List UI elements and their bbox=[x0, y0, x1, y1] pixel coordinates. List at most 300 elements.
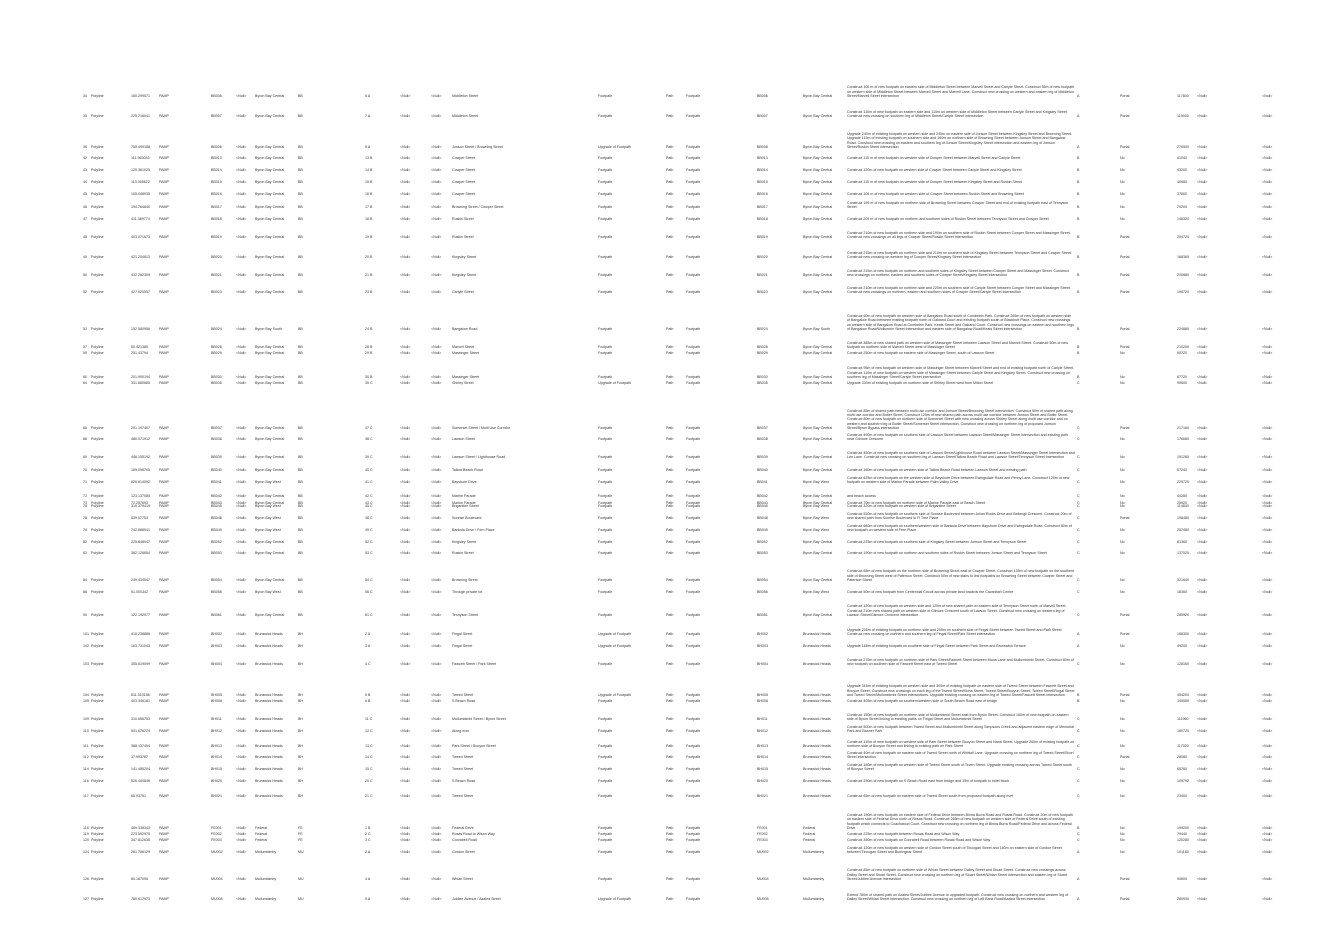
geometry-cell: Polyline bbox=[91, 191, 104, 196]
null-cell-4: <Null> bbox=[1197, 778, 1208, 783]
street-cell: Fawcett Street / Park Street bbox=[452, 661, 497, 666]
geometry-cell: Polyline bbox=[91, 716, 104, 721]
area-abbrev-cell: MU bbox=[298, 876, 304, 881]
length-cell: 160.299571 bbox=[131, 93, 150, 98]
tier-cell: PAMP bbox=[159, 896, 169, 901]
code-cell: BB040 bbox=[211, 467, 222, 472]
area-abbrev-cell: BB bbox=[298, 93, 303, 98]
type-cell: Footpath bbox=[598, 515, 613, 520]
area-cell-2: Byron Bay Central bbox=[803, 93, 833, 98]
area-cell: Byron Bay Central bbox=[255, 191, 285, 196]
status-cell: No bbox=[1120, 550, 1125, 555]
code-cell: BB014 bbox=[211, 167, 222, 172]
cost-cell: 180720 bbox=[1177, 728, 1189, 733]
null-cell-3: <Null> bbox=[431, 716, 442, 721]
priority-cell: B bbox=[1077, 272, 1080, 277]
sequence-cell: 28 B bbox=[365, 344, 373, 349]
null-cell-4: <Null> bbox=[1197, 467, 1208, 472]
code-cell-2: BB035 bbox=[757, 380, 768, 385]
null-cell-4: <Null> bbox=[1197, 216, 1208, 221]
null-cell-5: <Null> bbox=[1262, 179, 1273, 184]
class-cell: Path bbox=[666, 754, 674, 759]
null-cell-4: <Null> bbox=[1197, 698, 1208, 703]
description-cell: Construct 385m of new shared path on western side of Massinger Street between Lawson Street and Marvell Street. Construct 50m of new footpath on northern side of Marvell Street west of Massinger Street bbox=[847, 340, 1068, 349]
description-cell: Upgrade 165m of existing footpath on southern side of Fingal Street between Park Street and Brunswick Terrace bbox=[847, 643, 1026, 648]
code-cell-2: BB053 bbox=[757, 550, 768, 555]
type-cell: Footpath bbox=[598, 661, 613, 666]
area-abbrev-cell: BB bbox=[298, 179, 303, 184]
null-cell: <Null> bbox=[236, 527, 247, 532]
code-cell: BB052 bbox=[211, 539, 222, 544]
description-cell: Construct 85m of new footpath on northern side of Whian Street between Dalley Street and Stuart Street. Construct new crossings across Dalley Street and Stuart Street. Construct new crossing on northern leg of Stuart Street/Whian Street intersection and eastern leg of Stuart Street/Jubilee Avenue intersection bbox=[847, 868, 1067, 881]
status-cell: Portal bbox=[1120, 692, 1130, 697]
area-cell: Brunswick Heads bbox=[255, 661, 283, 666]
sequence-cell: 18 B bbox=[365, 216, 373, 221]
geometry-cell: Polyline bbox=[91, 500, 104, 505]
area-cell: Byron Bay Central bbox=[255, 289, 285, 294]
street-cell: Fingal Street bbox=[452, 643, 473, 648]
status-cell: No bbox=[1120, 155, 1125, 160]
area-abbrev-cell: BB bbox=[298, 612, 303, 617]
status-cell: No bbox=[1120, 503, 1125, 508]
length-cell: 152.580956 bbox=[131, 326, 150, 331]
class-cell: Path bbox=[666, 167, 674, 172]
null-cell: <Null> bbox=[236, 743, 247, 748]
tier-cell: PAMP bbox=[159, 589, 169, 594]
class-cell: Path bbox=[666, 500, 674, 505]
status-cell: Portal bbox=[1120, 144, 1130, 149]
null-cell-2: <Null> bbox=[400, 692, 411, 697]
length-cell: 480.071912 bbox=[131, 436, 150, 441]
null-cell-5: <Null> bbox=[1262, 698, 1273, 703]
street-cell: Ruskin Street bbox=[452, 216, 474, 221]
length-cell: 281.766129 bbox=[131, 849, 150, 854]
area-cell-2: Byron Bay Central bbox=[803, 254, 833, 259]
null-cell-4: <Null> bbox=[1197, 849, 1208, 854]
area-abbrev-cell: BB bbox=[298, 374, 303, 379]
id-cell: 46 bbox=[83, 204, 87, 209]
length-cell: 355.619099 bbox=[131, 661, 150, 666]
null-cell-4: <Null> bbox=[1197, 272, 1208, 277]
null-cell-5: <Null> bbox=[1262, 539, 1273, 544]
null-cell: <Null> bbox=[236, 698, 247, 703]
cost-cell: 25920 bbox=[1177, 500, 1187, 505]
area-cell: Byron Bay West bbox=[255, 527, 281, 532]
geometry-cell: Polyline bbox=[91, 728, 104, 733]
class-cell: Path bbox=[666, 837, 674, 842]
street-cell: S Beach Road bbox=[452, 698, 476, 703]
geometry-cell: Polyline bbox=[91, 778, 104, 783]
type-cell: Footpath bbox=[598, 825, 613, 830]
tier-cell: PAMP bbox=[159, 778, 169, 783]
subclass-cell: Footpath bbox=[686, 493, 701, 498]
length-cell: 223.592975 bbox=[131, 831, 150, 836]
code-cell-2: BB052 bbox=[757, 539, 768, 544]
type-cell: Footpath bbox=[598, 793, 613, 798]
status-cell: No bbox=[1120, 577, 1125, 582]
status-cell: Portal bbox=[1120, 93, 1130, 98]
cost-cell: 28080 bbox=[1177, 754, 1187, 759]
null-cell-5: <Null> bbox=[1262, 793, 1273, 798]
tier-cell: PAMP bbox=[159, 191, 169, 196]
description-cell: Construct 500m of new footpath between Tweed Street and Mullumbimbi Street along Simpsons Creek and adjacent eastern edge of Memorial Park and Banner Park bbox=[847, 724, 1074, 733]
tier-cell: PAMP bbox=[159, 155, 169, 160]
description-cell: Construct 110m of new footpath on western side of Park Street between Booyun Street and Nana Street. Upgrade 260m of existing footpath on northern side of Booyun Street and linking to existing path on Park Street bbox=[847, 739, 1075, 748]
area-abbrev-cell: BB bbox=[298, 425, 303, 430]
type-cell: Footpath bbox=[598, 754, 613, 759]
area-abbrev-cell: BB bbox=[298, 272, 303, 277]
geometry-cell: Polyline bbox=[91, 425, 104, 430]
tier-cell: PAMP bbox=[159, 716, 169, 721]
priority-cell: C bbox=[1077, 728, 1080, 733]
cost-cell: 41040 bbox=[1177, 155, 1187, 160]
null-cell-5: <Null> bbox=[1262, 289, 1273, 294]
code-cell-2: BB043 bbox=[757, 500, 768, 505]
null-cell-2: <Null> bbox=[400, 289, 411, 294]
null-cell-3: <Null> bbox=[431, 113, 442, 118]
tier-cell: PAMP bbox=[159, 380, 169, 385]
tier-cell: PAMP bbox=[159, 454, 169, 459]
null-cell-3: <Null> bbox=[431, 754, 442, 759]
table-row bbox=[0, 313, 1340, 333]
null-cell: <Null> bbox=[236, 144, 247, 149]
subclass-cell: Footpath bbox=[686, 344, 701, 349]
geometry-cell: Polyline bbox=[91, 831, 104, 836]
null-cell-3: <Null> bbox=[431, 698, 442, 703]
id-cell: 84 bbox=[83, 577, 87, 582]
status-cell: No bbox=[1120, 589, 1125, 594]
null-cell-4: <Null> bbox=[1197, 527, 1208, 532]
type-cell: Footpath bbox=[598, 837, 613, 842]
id-cell: 69 bbox=[83, 454, 87, 459]
null-cell: <Null> bbox=[236, 179, 247, 184]
sequence-cell: 53 C bbox=[365, 550, 373, 555]
area-cell-2: Brunswick Heads bbox=[803, 728, 831, 733]
cost-cell: 321640 bbox=[1177, 577, 1189, 582]
null-cell-2: <Null> bbox=[400, 589, 411, 594]
null-cell-3: <Null> bbox=[431, 643, 442, 648]
null-cell-5: <Null> bbox=[1262, 500, 1273, 505]
null-cell-5: <Null> bbox=[1262, 778, 1273, 783]
area-cell-2: Byron Bay Central bbox=[803, 493, 833, 498]
code-cell: BB008 bbox=[211, 144, 222, 149]
tier-cell: PAMP bbox=[159, 550, 169, 555]
street-cell: Cowper Street bbox=[452, 155, 475, 160]
tier-cell: PAMP bbox=[159, 837, 169, 842]
null-cell-3: <Null> bbox=[431, 876, 442, 881]
area-cell-2: Byron Bay West bbox=[803, 515, 829, 520]
null-cell-4: <Null> bbox=[1197, 837, 1208, 842]
area-cell-2: Federal bbox=[803, 825, 816, 830]
null-cell-3: <Null> bbox=[431, 425, 442, 430]
null-cell-2: <Null> bbox=[400, 743, 411, 748]
cost-cell: 99600 bbox=[1177, 380, 1187, 385]
sequence-cell: 56 C bbox=[365, 589, 373, 594]
null-cell-2: <Null> bbox=[400, 167, 411, 172]
null-cell-5: <Null> bbox=[1262, 728, 1273, 733]
sequence-cell: 15 C bbox=[365, 766, 373, 771]
code-cell: BB015 bbox=[211, 179, 222, 184]
null-cell-3: <Null> bbox=[431, 527, 442, 532]
status-cell: No bbox=[1120, 643, 1125, 648]
null-cell-3: <Null> bbox=[431, 204, 442, 209]
description-cell: Construct 225m of new footpath on southern side of Kingsley Street between Jonson Street and Tennyson Street bbox=[847, 539, 1027, 544]
code-cell-2: BB008 bbox=[757, 144, 768, 149]
area-abbrev-cell: MU bbox=[298, 849, 304, 854]
subclass-cell: Footpath bbox=[686, 728, 701, 733]
null-cell: <Null> bbox=[236, 436, 247, 441]
code-cell-2: BH015 bbox=[757, 766, 768, 771]
null-cell-2: <Null> bbox=[400, 728, 411, 733]
class-cell: Path bbox=[666, 778, 674, 783]
area-abbrev-cell: BB bbox=[298, 113, 303, 118]
cost-cell: 176680 bbox=[1177, 436, 1189, 441]
status-cell: Portal bbox=[1120, 425, 1130, 430]
code-cell-2: FE001 bbox=[757, 825, 768, 830]
table-row bbox=[0, 648, 1340, 668]
code-cell: BB030 bbox=[211, 374, 222, 379]
area-abbrev-cell: BH bbox=[298, 698, 303, 703]
code-cell: BH003 bbox=[211, 643, 222, 648]
street-cell: Tweed Street bbox=[452, 793, 474, 798]
code-cell-2: BB028 bbox=[757, 344, 768, 349]
id-cell: 127 bbox=[83, 896, 89, 901]
table-row bbox=[0, 599, 1340, 619]
null-cell-4: <Null> bbox=[1197, 831, 1208, 836]
cost-cell: 43200 bbox=[1177, 167, 1187, 172]
status-cell: Portal bbox=[1120, 234, 1130, 239]
status-cell: No bbox=[1120, 831, 1125, 836]
subclass-cell: Footpath bbox=[686, 539, 701, 544]
null-cell: <Null> bbox=[236, 380, 247, 385]
tier-cell: PAMP bbox=[159, 113, 169, 118]
class-cell: Path bbox=[666, 344, 674, 349]
street-cell: Federal Drive bbox=[452, 825, 474, 830]
code-cell-2: BB021 bbox=[757, 272, 768, 277]
geometry-cell: Polyline bbox=[91, 234, 104, 239]
type-cell: Footpath bbox=[598, 289, 613, 294]
status-cell: No bbox=[1120, 167, 1125, 172]
type-cell: Footpath bbox=[598, 254, 613, 259]
null-cell-4: <Null> bbox=[1197, 539, 1208, 544]
null-cell: <Null> bbox=[236, 849, 247, 854]
description-cell: Construct 405m of new footpath on southern/western side of South Beach Road east of bridge bbox=[847, 698, 998, 703]
sequence-cell: 14 B bbox=[365, 167, 373, 172]
area-cell: Brunswick Heads bbox=[255, 743, 283, 748]
cost-cell: 79440 bbox=[1177, 831, 1187, 836]
subclass-cell: Footpath bbox=[686, 876, 701, 881]
street-cell: Ruskin Street bbox=[452, 550, 474, 555]
null-cell-2: <Null> bbox=[400, 778, 411, 783]
null-cell: <Null> bbox=[236, 326, 247, 331]
area-cell-2: Byron Bay Central bbox=[803, 454, 833, 459]
class-cell: Path bbox=[666, 191, 674, 196]
code-cell: BB041 bbox=[211, 479, 222, 484]
area-cell-2: Byron Bay Central bbox=[803, 539, 833, 544]
type-cell: Footpath bbox=[598, 436, 613, 441]
id-cell: 57 bbox=[83, 344, 87, 349]
geometry-cell: Polyline bbox=[91, 837, 104, 842]
street-cell: Ruskin Street bbox=[452, 234, 474, 239]
priority-cell: C bbox=[1077, 479, 1080, 484]
geometry-cell: Polyline bbox=[91, 467, 104, 472]
null-cell-2: <Null> bbox=[400, 539, 411, 544]
length-cell: 249.434547 bbox=[131, 577, 150, 582]
sequence-cell: 61 C bbox=[365, 612, 373, 617]
tier-cell: PAMP bbox=[159, 479, 169, 484]
sequence-cell: 2 A bbox=[365, 849, 371, 854]
geometry-cell: Polyline bbox=[91, 216, 104, 221]
null-cell-2: <Null> bbox=[400, 515, 411, 520]
sequence-cell: 5 A bbox=[365, 896, 371, 901]
type-cell: Footpath bbox=[598, 550, 613, 555]
area-cell-2: Mullumbimby bbox=[803, 876, 825, 881]
sequence-cell: 12 C bbox=[365, 728, 373, 733]
code-cell-2: BB061 bbox=[757, 612, 768, 617]
area-cell: Byron Bay Central bbox=[255, 344, 285, 349]
type-cell: Footpath bbox=[598, 216, 613, 221]
code-cell: BB023 bbox=[211, 289, 222, 294]
table-row bbox=[0, 627, 1340, 650]
class-cell: Path bbox=[666, 825, 674, 830]
geometry-cell: Polyline bbox=[91, 289, 104, 294]
length-cell: 750.499188 bbox=[131, 144, 150, 149]
tier-cell: PAMP bbox=[159, 539, 169, 544]
priority-cell: C bbox=[1077, 515, 1080, 520]
subclass-cell: Footpath bbox=[686, 589, 701, 594]
length-cell: 626.614092 bbox=[131, 479, 150, 484]
length-cell: 122.192077 bbox=[131, 612, 150, 617]
code-cell: BB029 bbox=[211, 350, 222, 355]
tier-cell: PAMP bbox=[159, 204, 169, 209]
priority-cell: B bbox=[1077, 692, 1080, 697]
id-cell: 44 bbox=[83, 179, 87, 184]
id-cell: 34 bbox=[83, 93, 87, 98]
null-cell-4: <Null> bbox=[1197, 550, 1208, 555]
code-cell: BH013 bbox=[211, 743, 222, 748]
null-cell-4: <Null> bbox=[1197, 289, 1208, 294]
priority-cell: C bbox=[1077, 716, 1080, 721]
type-cell: Footpath bbox=[598, 179, 613, 184]
code-cell-2: BH004 bbox=[757, 661, 768, 666]
sequence-cell: 38 C bbox=[365, 436, 373, 441]
status-cell: Portal bbox=[1120, 515, 1130, 520]
area-cell-2: Byron Bay Central bbox=[803, 155, 833, 160]
length-cell: 201.197407 bbox=[131, 425, 150, 430]
tier-cell: PAMP bbox=[159, 144, 169, 149]
geometry-cell: Polyline bbox=[91, 550, 104, 555]
code-cell: BB020 bbox=[211, 254, 222, 259]
subclass-cell: Footpath bbox=[686, 191, 701, 196]
area-cell: Federal bbox=[255, 837, 268, 842]
priority-cell: C bbox=[1077, 380, 1080, 385]
status-cell: No bbox=[1120, 766, 1125, 771]
area-cell-2: Byron Bay Central bbox=[803, 550, 833, 555]
class-cell: Path bbox=[666, 612, 674, 617]
area-cell: Mullumbimby bbox=[255, 849, 277, 854]
street-cell: Cowper Street bbox=[452, 191, 475, 196]
geometry-cell: Polyline bbox=[91, 539, 104, 544]
area-cell-2: Brunswick Heads bbox=[803, 778, 831, 783]
code-cell-2: BB016 bbox=[757, 191, 768, 196]
area-abbrev-cell: FE bbox=[298, 837, 303, 842]
length-cell: 141.485204 bbox=[131, 766, 150, 771]
null-cell: <Null> bbox=[236, 643, 247, 648]
null-cell-4: <Null> bbox=[1197, 825, 1208, 830]
tier-cell: PAMP bbox=[159, 527, 169, 532]
cost-cell: 117000 bbox=[1177, 743, 1189, 748]
class-cell: Path bbox=[666, 144, 674, 149]
id-cell: 36 bbox=[83, 144, 87, 149]
description-cell: Construct 680m of new footpath on southern/western side of Banksia Drive between Bayshore Drive and Ewingsdale Road. Construct 80m of new footpath on western side of Fern Place bbox=[847, 523, 1072, 532]
code-cell: BB043 bbox=[211, 500, 222, 505]
id-cell: 105 bbox=[83, 698, 89, 703]
code-cell-2: BH006 bbox=[757, 698, 768, 703]
length-cell: 780.617973 bbox=[131, 896, 150, 901]
null-cell: <Null> bbox=[236, 577, 247, 582]
null-cell-2: <Null> bbox=[400, 350, 411, 355]
null-cell-2: <Null> bbox=[400, 326, 411, 331]
tier-cell: PAMP bbox=[159, 350, 169, 355]
priority-cell: C bbox=[1077, 577, 1080, 582]
subclass-cell: Footpath bbox=[686, 698, 701, 703]
type-cell: Footpath bbox=[598, 191, 613, 196]
tier-cell: PAMP bbox=[159, 234, 169, 239]
null-cell-3: <Null> bbox=[431, 272, 442, 277]
code-cell-2: BB014 bbox=[757, 167, 768, 172]
geometry-cell: Polyline bbox=[91, 344, 104, 349]
null-cell-5: <Null> bbox=[1262, 326, 1273, 331]
sequence-cell: 30 B bbox=[365, 374, 373, 379]
null-cell: <Null> bbox=[236, 754, 247, 759]
null-cell-3: <Null> bbox=[431, 380, 442, 385]
null-cell-4: <Null> bbox=[1197, 612, 1208, 617]
null-cell-2: <Null> bbox=[400, 454, 411, 459]
id-cell: 83 bbox=[83, 550, 87, 555]
description-cell: Upgrade 315m of existing footpath on western side and 300m of existing footpath on eastern side of Tweed Street between Fawcett Street and Booyun Street. Construct new crossings on each leg of the Tweed Street/Mona Street, Tweed Street/Booyun Street, Tweed Street/Fingal Street and Tweed Street/Mullumbimbi Street intersections. Upgrade existing crossing on eastern leg of Tweed Street/Fawcett Street intersection bbox=[847, 684, 1075, 697]
status-cell: Portal bbox=[1120, 289, 1130, 294]
subclass-cell: Footpath bbox=[686, 326, 701, 331]
priority-cell: A bbox=[1077, 144, 1080, 149]
area-cell-2: Brunswick Heads bbox=[803, 766, 831, 771]
null-cell-2: <Null> bbox=[400, 661, 411, 666]
sequence-cell: 3 C bbox=[365, 837, 371, 842]
null-cell-5: <Null> bbox=[1262, 374, 1273, 379]
priority-cell: C bbox=[1077, 425, 1080, 430]
subclass-cell: Footpath bbox=[686, 692, 701, 697]
geometry-cell: Polyline bbox=[91, 896, 104, 901]
table-row bbox=[0, 576, 1340, 596]
area-cell: Byron Bay Central bbox=[255, 272, 285, 277]
null-cell-3: <Null> bbox=[431, 374, 442, 379]
null-cell-2: <Null> bbox=[400, 113, 411, 118]
street-cell: Coorabell Road bbox=[452, 837, 477, 842]
code-cell: FE002 bbox=[211, 831, 222, 836]
street-cell: Gordon Street bbox=[452, 849, 475, 854]
null-cell-5: <Null> bbox=[1262, 167, 1273, 172]
area-cell: Byron Bay West bbox=[255, 503, 281, 508]
sequence-cell: 7 A bbox=[365, 113, 371, 118]
area-cell: Federal bbox=[255, 825, 268, 830]
code-cell: BB049 bbox=[211, 527, 222, 532]
type-cell: Footpath bbox=[598, 479, 613, 484]
tier-cell: PAMP bbox=[159, 661, 169, 666]
table-row bbox=[0, 100, 1340, 120]
tier-cell: PAMP bbox=[159, 849, 169, 854]
null-cell: <Null> bbox=[236, 766, 247, 771]
null-cell-4: <Null> bbox=[1197, 661, 1208, 666]
null-cell-3: <Null> bbox=[431, 179, 442, 184]
